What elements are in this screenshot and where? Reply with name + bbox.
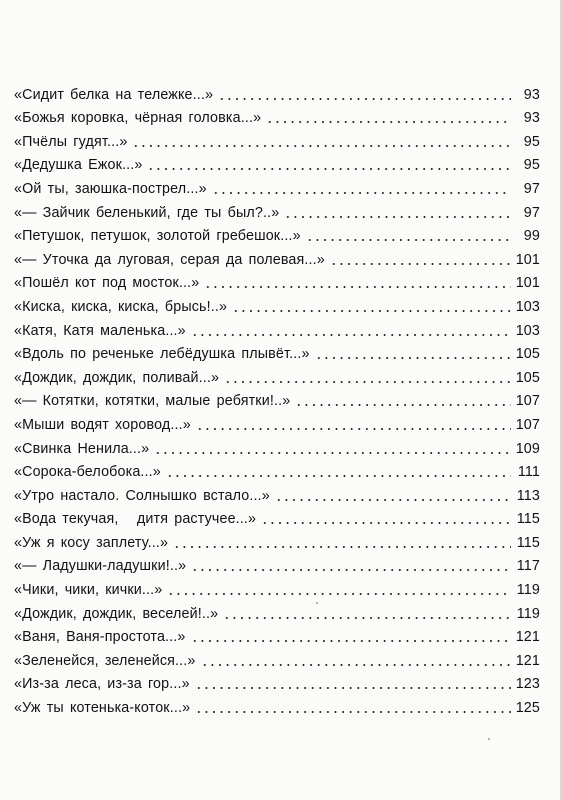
toc-entry (14, 292, 540, 316)
toc-entry-page: 99 (523, 228, 540, 245)
toc-entry-page: 121 (515, 629, 540, 646)
dot-leader (173, 546, 511, 548)
toc-entry (14, 198, 540, 222)
toc-entry-title: «Вода текучая, дитя растучее...» (14, 511, 257, 528)
toc-entry-title: «Пошёл кот под мосток...» (14, 275, 200, 292)
toc-entry-title: «Ваня, Ваня-простота...» (14, 629, 186, 646)
toc-entry (14, 174, 540, 198)
toc-entry-title: «Чики, чики, кички...» (14, 582, 163, 599)
dot-leader (191, 569, 511, 571)
toc-entry-title: «Сорока-белобока...» (14, 464, 161, 481)
toc-entry-page: 115 (516, 511, 540, 528)
toc-entry (14, 481, 540, 505)
dot-leader (224, 381, 511, 383)
toc-entry (14, 528, 540, 552)
toc-entry (14, 340, 540, 364)
toc-entry-title: «Катя, Катя маленька...» (14, 322, 186, 339)
toc-entry-title: «Уж ты котенька-коток...» (14, 700, 191, 717)
toc-entry-title: «Пчёлы гудят...» (14, 133, 128, 150)
paper-speck (488, 738, 490, 740)
toc-entry (14, 575, 540, 599)
toc-entry (14, 127, 540, 151)
dot-leader (201, 664, 511, 666)
dot-leader (212, 192, 511, 194)
toc-entry-page: 121 (515, 652, 540, 669)
dot-leader (166, 475, 511, 477)
dot-leader (261, 522, 511, 524)
toc-entry-page: 117 (516, 558, 540, 575)
toc-entry-page: 123 (515, 676, 540, 693)
toc-entry-page: 103 (515, 322, 540, 339)
toc-entry-page: 103 (515, 298, 540, 315)
dot-leader (154, 452, 511, 454)
dot-leader (191, 334, 511, 336)
toc-entry-page: 119 (516, 605, 540, 622)
dot-leader (147, 168, 511, 170)
toc-entry-title: «Утро настало. Солнышко встало...» (14, 487, 270, 504)
toc-entry-page: 101 (515, 275, 540, 292)
toc-entry-title: «Киска, киска, киска, брысь!..» (14, 298, 228, 315)
toc-entry-page: 115 (516, 534, 540, 551)
toc-entry (14, 104, 540, 128)
toc-entry-title: «Дождик, дождик, поливай...» (14, 369, 220, 386)
dot-leader (232, 310, 511, 312)
toc-entry-page: 105 (515, 369, 540, 386)
toc-entry-page: 119 (516, 582, 540, 599)
toc-entry-page: 107 (515, 393, 540, 410)
toc-entry-title: «— Зайчик беленький, где ты был?..» (14, 204, 280, 221)
dot-leader (284, 216, 511, 218)
toc-entry (14, 387, 540, 411)
toc-entry (14, 80, 540, 104)
toc-entry-page: 113 (516, 487, 540, 504)
toc-entry-page: 101 (515, 251, 540, 268)
toc-entry (14, 363, 540, 387)
toc-entry (14, 410, 540, 434)
dot-leader (306, 239, 511, 241)
dot-leader (315, 357, 511, 359)
table-of-contents (14, 80, 540, 717)
dot-leader (132, 145, 511, 147)
toc-entry-page: 95 (523, 133, 540, 150)
toc-entry (14, 434, 540, 458)
toc-entry-title: «— Уточка да луговая, серая да полевая...» (14, 251, 325, 268)
toc-entry (14, 670, 540, 694)
dot-leader (266, 121, 511, 123)
dot-leader (330, 263, 511, 265)
toc-entry-title: «— Ладушки-ладушки!..» (14, 558, 187, 575)
paper-speck (316, 602, 318, 604)
toc-entry-title: «Дождик, дождик, веселей!..» (14, 605, 219, 622)
toc-entry-title: «Петушок, петушок, золотой гребешок...» (14, 228, 301, 245)
toc-entry-title: «Уж я косу заплету...» (14, 534, 169, 551)
dot-leader (223, 617, 511, 619)
toc-entry-title: «Свинка Ненила...» (14, 440, 150, 457)
toc-entry-title: «Зеленейся, зеленейся...» (14, 652, 196, 669)
toc-entry-page: 125 (515, 700, 540, 717)
toc-entry-page: 93 (523, 110, 540, 127)
dot-leader (295, 404, 511, 406)
toc-entry-title: «Из-за леса, из-за гор...» (14, 676, 190, 693)
toc-entry (14, 269, 540, 293)
toc-entry (14, 623, 540, 647)
dot-leader (167, 593, 511, 595)
toc-entry-title: «Сидит белка на тележке...» (14, 86, 214, 103)
toc-entry (14, 599, 540, 623)
toc-entry-title: «Мыши водят хоровод...» (14, 416, 191, 433)
dot-leader (204, 286, 511, 288)
toc-entry-page: 97 (523, 204, 540, 221)
toc-entry (14, 245, 540, 269)
dot-leader (195, 711, 511, 713)
toc-entry-title: «Ой ты, заюшка-пострел...» (14, 180, 207, 197)
toc-entry (14, 316, 540, 340)
toc-entry-page: 109 (515, 440, 540, 457)
dot-leader (275, 499, 511, 501)
toc-entry (14, 151, 540, 175)
toc-entry-page: 111 (517, 464, 540, 481)
toc-entry (14, 646, 540, 670)
dot-leader (196, 428, 511, 430)
toc-entry (14, 222, 540, 246)
toc-entry (14, 693, 540, 717)
toc-entry-page: 93 (523, 86, 540, 103)
toc-entry-title: «— Котятки, котятки, малые ребятки!..» (14, 393, 291, 410)
toc-entry (14, 458, 540, 482)
toc-entry (14, 552, 540, 576)
toc-entry-title: «Вдоль по реченьке лебёдушка плывёт...» (14, 346, 310, 363)
dot-leader (218, 98, 511, 100)
toc-entry-page: 97 (523, 180, 540, 197)
toc-entry-page: 107 (515, 416, 540, 433)
dot-leader (191, 640, 511, 642)
toc-entry-page: 95 (523, 157, 540, 174)
toc-entry-page: 105 (515, 346, 540, 363)
toc-entry-title: «Дедушка Ежок...» (14, 157, 143, 174)
dot-leader (195, 687, 511, 689)
toc-entry (14, 505, 540, 529)
toc-entry-title: «Божья коровка, чёрная головка...» (14, 110, 262, 127)
